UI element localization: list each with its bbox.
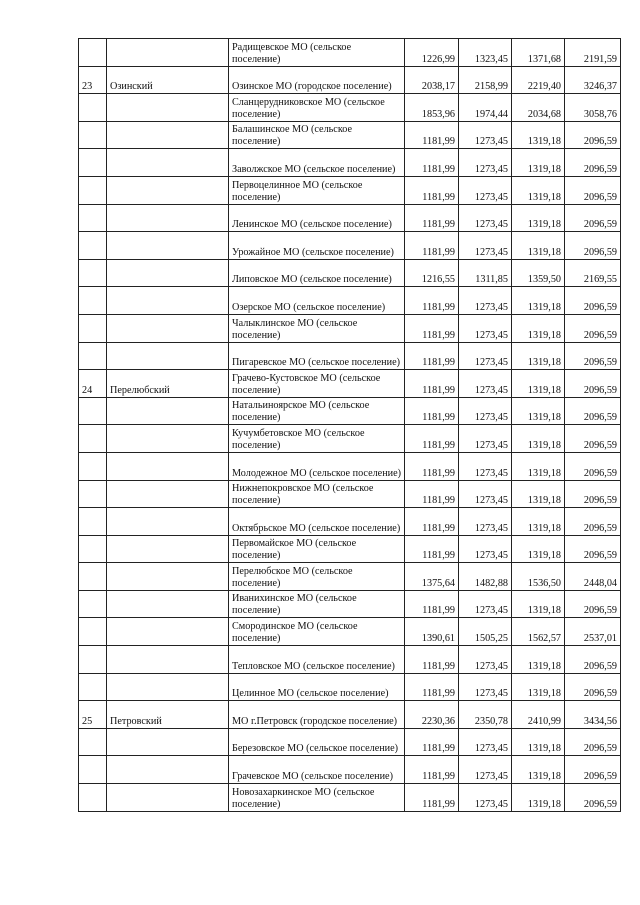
- district-name: [107, 646, 229, 674]
- value-1: 1181,99: [405, 149, 459, 177]
- row-number: [79, 94, 107, 122]
- value-2: 1273,45: [459, 149, 512, 177]
- table-row: [79, 397, 621, 425]
- municipality-name: Первоцелинное МО (сельское поселение): [229, 176, 405, 204]
- value-1: 1853,96: [405, 94, 459, 122]
- table-row: [79, 563, 621, 591]
- municipality-name: Молодежное МО (сельское поселение): [229, 452, 405, 480]
- row-number: [79, 259, 107, 287]
- row-number: [79, 232, 107, 260]
- value-3: 1319,18: [512, 480, 565, 508]
- row-number: [79, 176, 107, 204]
- district-name: [107, 149, 229, 177]
- table-row: [79, 701, 621, 729]
- municipality-name: Новозахаркинское МО (сельское поселение): [229, 784, 405, 812]
- value-3: 1371,68: [512, 39, 565, 67]
- table-row: [79, 370, 621, 398]
- value-2: 1273,45: [459, 425, 512, 453]
- table-row: [79, 784, 621, 812]
- district-name: Петровский: [107, 701, 229, 729]
- value-2: 1505,25: [459, 618, 512, 646]
- value-4: 2096,59: [565, 425, 621, 453]
- row-number: 24: [79, 370, 107, 398]
- municipality-name: Грачево-Кустовское МО (сельское поселение): [229, 370, 405, 398]
- municipality-name: Пигаревское МО (сельское поселение): [229, 342, 405, 370]
- row-number: [79, 121, 107, 149]
- value-2: 1273,45: [459, 452, 512, 480]
- value-2: 1273,45: [459, 342, 512, 370]
- district-name: [107, 176, 229, 204]
- district-name: [107, 480, 229, 508]
- value-1: 1181,99: [405, 646, 459, 674]
- table-row: [79, 535, 621, 563]
- district-name: [107, 397, 229, 425]
- district-name: [107, 535, 229, 563]
- value-3: 1319,18: [512, 535, 565, 563]
- row-number: [79, 618, 107, 646]
- row-number: [79, 784, 107, 812]
- value-1: 1390,61: [405, 618, 459, 646]
- value-1: 1181,99: [405, 314, 459, 342]
- municipality-name: МО г.Петровск (городское поселение): [229, 701, 405, 729]
- district-name: [107, 204, 229, 232]
- table-row: [79, 121, 621, 149]
- value-4: 2096,59: [565, 590, 621, 618]
- row-number: [79, 508, 107, 536]
- value-2: 1273,45: [459, 646, 512, 674]
- table-row: [79, 94, 621, 122]
- municipality-name: Перелюбское МО (сельское поселение): [229, 563, 405, 591]
- value-2: 1273,45: [459, 673, 512, 701]
- value-1: 1181,99: [405, 508, 459, 536]
- table-row: [79, 618, 621, 646]
- value-3: 1319,18: [512, 784, 565, 812]
- row-number: [79, 314, 107, 342]
- value-4: 2096,59: [565, 673, 621, 701]
- value-1: 1181,99: [405, 480, 459, 508]
- value-4: 2096,59: [565, 728, 621, 756]
- table-row: [79, 480, 621, 508]
- value-1: 1181,99: [405, 232, 459, 260]
- value-1: 1181,99: [405, 397, 459, 425]
- municipality-name: Кучумбетовское МО (сельское поселение): [229, 425, 405, 453]
- row-number: [79, 397, 107, 425]
- table-row: [79, 728, 621, 756]
- value-3: 1319,18: [512, 370, 565, 398]
- value-2: 1273,45: [459, 784, 512, 812]
- row-number: [79, 39, 107, 67]
- table-row: [79, 508, 621, 536]
- value-4: 2096,59: [565, 535, 621, 563]
- value-2: 1273,45: [459, 370, 512, 398]
- table-row: [79, 66, 621, 94]
- value-2: 1323,45: [459, 39, 512, 67]
- value-4: 2096,59: [565, 149, 621, 177]
- district-name: [107, 563, 229, 591]
- value-1: 1181,99: [405, 121, 459, 149]
- value-3: 1319,18: [512, 646, 565, 674]
- value-2: 1273,45: [459, 287, 512, 315]
- value-2: 1273,45: [459, 480, 512, 508]
- value-1: 1181,99: [405, 535, 459, 563]
- value-4: 2448,04: [565, 563, 621, 591]
- municipality-name: Урожайное МО (сельское поселение): [229, 232, 405, 260]
- district-name: [107, 287, 229, 315]
- value-2: 1273,45: [459, 314, 512, 342]
- value-3: 1319,18: [512, 287, 565, 315]
- municipality-name: Чалыклинское МО (сельское поселение): [229, 314, 405, 342]
- row-number: [79, 563, 107, 591]
- row-number: [79, 590, 107, 618]
- district-name: [107, 728, 229, 756]
- row-number: [79, 480, 107, 508]
- municipality-name: Радищевское МО (сельское поселение): [229, 39, 405, 67]
- municipality-name: Грачевское МО (сельское поселение): [229, 756, 405, 784]
- value-3: 1319,18: [512, 508, 565, 536]
- value-4: 2096,59: [565, 784, 621, 812]
- value-4: 2096,59: [565, 370, 621, 398]
- value-3: 1319,18: [512, 314, 565, 342]
- table-row: [79, 204, 621, 232]
- municipality-name: Липовское МО (сельское поселение): [229, 259, 405, 287]
- value-3: 1319,18: [512, 756, 565, 784]
- value-2: 1273,45: [459, 204, 512, 232]
- table-row: [79, 590, 621, 618]
- table-row: [79, 149, 621, 177]
- value-2: 1273,45: [459, 590, 512, 618]
- value-3: 1319,18: [512, 232, 565, 260]
- value-2: 1273,45: [459, 232, 512, 260]
- value-4: 2096,59: [565, 397, 621, 425]
- municipality-name: Иванихинское МО (сельское поселение): [229, 590, 405, 618]
- district-name: [107, 508, 229, 536]
- table-row: [79, 673, 621, 701]
- row-number: [79, 728, 107, 756]
- municipality-name: Ленинское МО (сельское поселение): [229, 204, 405, 232]
- value-4: 3434,56: [565, 701, 621, 729]
- value-1: 2038,17: [405, 66, 459, 94]
- district-name: [107, 784, 229, 812]
- table-row: [79, 39, 621, 67]
- value-3: 1536,50: [512, 563, 565, 591]
- value-2: 1273,45: [459, 121, 512, 149]
- district-name: [107, 452, 229, 480]
- value-1: 1181,99: [405, 176, 459, 204]
- municipality-name: Березовское МО (сельское поселение): [229, 728, 405, 756]
- value-4: 2096,59: [565, 176, 621, 204]
- value-2: 1273,45: [459, 397, 512, 425]
- district-name: [107, 259, 229, 287]
- table-row: [79, 176, 621, 204]
- value-2: 1273,45: [459, 535, 512, 563]
- value-1: 1181,99: [405, 287, 459, 315]
- value-1: 1181,99: [405, 590, 459, 618]
- municipality-name: Натальиноярское МО (сельское поселение): [229, 397, 405, 425]
- value-2: 1273,45: [459, 176, 512, 204]
- value-3: 1319,18: [512, 149, 565, 177]
- value-1: 1181,99: [405, 425, 459, 453]
- row-number: [79, 287, 107, 315]
- value-4: 2096,59: [565, 232, 621, 260]
- table-row: [79, 452, 621, 480]
- district-name: [107, 121, 229, 149]
- municipality-name: Целинное МО (сельское поселение): [229, 673, 405, 701]
- value-3: 1562,57: [512, 618, 565, 646]
- value-3: 1319,18: [512, 590, 565, 618]
- row-number: [79, 452, 107, 480]
- table-row: [79, 646, 621, 674]
- value-3: 1319,18: [512, 176, 565, 204]
- municipality-name: Сланцерудниковское МО (сельское поселение): [229, 94, 405, 122]
- value-1: 1181,99: [405, 728, 459, 756]
- value-4: 2096,59: [565, 480, 621, 508]
- municipality-name: Балашинское МО (сельское поселение): [229, 121, 405, 149]
- row-number: [79, 673, 107, 701]
- municipality-name: Нижнепокровское МО (сельское поселение): [229, 480, 405, 508]
- value-2: 2158,99: [459, 66, 512, 94]
- value-3: 1319,18: [512, 425, 565, 453]
- municipality-name: Первомайское МО (сельское поселение): [229, 535, 405, 563]
- value-4: 2096,59: [565, 646, 621, 674]
- tariff-table: [78, 38, 621, 812]
- value-3: 1319,18: [512, 728, 565, 756]
- value-1: 1216,55: [405, 259, 459, 287]
- value-3: 1319,18: [512, 452, 565, 480]
- value-2: 1311,85: [459, 259, 512, 287]
- municipality-name: Озинское МО (городское поселение): [229, 66, 405, 94]
- district-name: [107, 342, 229, 370]
- table-row: [79, 232, 621, 260]
- value-1: 1181,99: [405, 673, 459, 701]
- value-3: 1319,18: [512, 673, 565, 701]
- district-name: [107, 425, 229, 453]
- value-2: 1273,45: [459, 508, 512, 536]
- value-2: 2350,78: [459, 701, 512, 729]
- row-number: [79, 425, 107, 453]
- municipality-name: Тепловское МО (сельское поселение): [229, 646, 405, 674]
- value-2: 1974,44: [459, 94, 512, 122]
- value-3: 1319,18: [512, 342, 565, 370]
- value-3: 1319,18: [512, 121, 565, 149]
- value-1: 1181,99: [405, 452, 459, 480]
- table-row: [79, 425, 621, 453]
- table-row: [79, 756, 621, 784]
- value-3: 1359,50: [512, 259, 565, 287]
- row-number: [79, 342, 107, 370]
- value-4: 2191,59: [565, 39, 621, 67]
- district-name: Озинский: [107, 66, 229, 94]
- district-name: [107, 756, 229, 784]
- district-name: [107, 590, 229, 618]
- value-4: 3246,37: [565, 66, 621, 94]
- municipality-name: Октябрьское МО (сельское поселение): [229, 508, 405, 536]
- row-number: 23: [79, 66, 107, 94]
- district-name: [107, 618, 229, 646]
- value-1: 1181,99: [405, 342, 459, 370]
- table-row: [79, 314, 621, 342]
- district-name: [107, 673, 229, 701]
- value-3: 1319,18: [512, 397, 565, 425]
- value-3: 2219,40: [512, 66, 565, 94]
- value-1: 1375,64: [405, 563, 459, 591]
- value-4: 2096,59: [565, 121, 621, 149]
- value-4: 2096,59: [565, 314, 621, 342]
- district-name: Перелюбский: [107, 370, 229, 398]
- row-number: [79, 149, 107, 177]
- district-name: [107, 232, 229, 260]
- value-3: 2034,68: [512, 94, 565, 122]
- table-row: [79, 342, 621, 370]
- value-2: 1273,45: [459, 756, 512, 784]
- row-number: [79, 535, 107, 563]
- value-2: 1273,45: [459, 728, 512, 756]
- value-3: 1319,18: [512, 204, 565, 232]
- value-4: 2096,59: [565, 342, 621, 370]
- value-1: 2230,36: [405, 701, 459, 729]
- value-4: 2096,59: [565, 756, 621, 784]
- value-1: 1181,99: [405, 370, 459, 398]
- value-3: 2410,99: [512, 701, 565, 729]
- municipality-name: Озерское МО (сельское поселение): [229, 287, 405, 315]
- value-4: 2096,59: [565, 204, 621, 232]
- value-4: 2537,01: [565, 618, 621, 646]
- value-1: 1181,99: [405, 204, 459, 232]
- value-1: 1226,99: [405, 39, 459, 67]
- value-4: 2169,55: [565, 259, 621, 287]
- table-row: [79, 259, 621, 287]
- municipality-name: Смородинское МО (сельское поселение): [229, 618, 405, 646]
- value-4: 2096,59: [565, 508, 621, 536]
- row-number: [79, 646, 107, 674]
- district-name: [107, 94, 229, 122]
- table-row: [79, 287, 621, 315]
- value-1: 1181,99: [405, 784, 459, 812]
- district-name: [107, 39, 229, 67]
- value-2: 1482,88: [459, 563, 512, 591]
- row-number: [79, 756, 107, 784]
- value-1: 1181,99: [405, 756, 459, 784]
- value-4: 2096,59: [565, 287, 621, 315]
- row-number: [79, 204, 107, 232]
- value-4: 3058,76: [565, 94, 621, 122]
- district-name: [107, 314, 229, 342]
- row-number: 25: [79, 701, 107, 729]
- value-4: 2096,59: [565, 452, 621, 480]
- municipality-name: Заволжское МО (сельское поселение): [229, 149, 405, 177]
